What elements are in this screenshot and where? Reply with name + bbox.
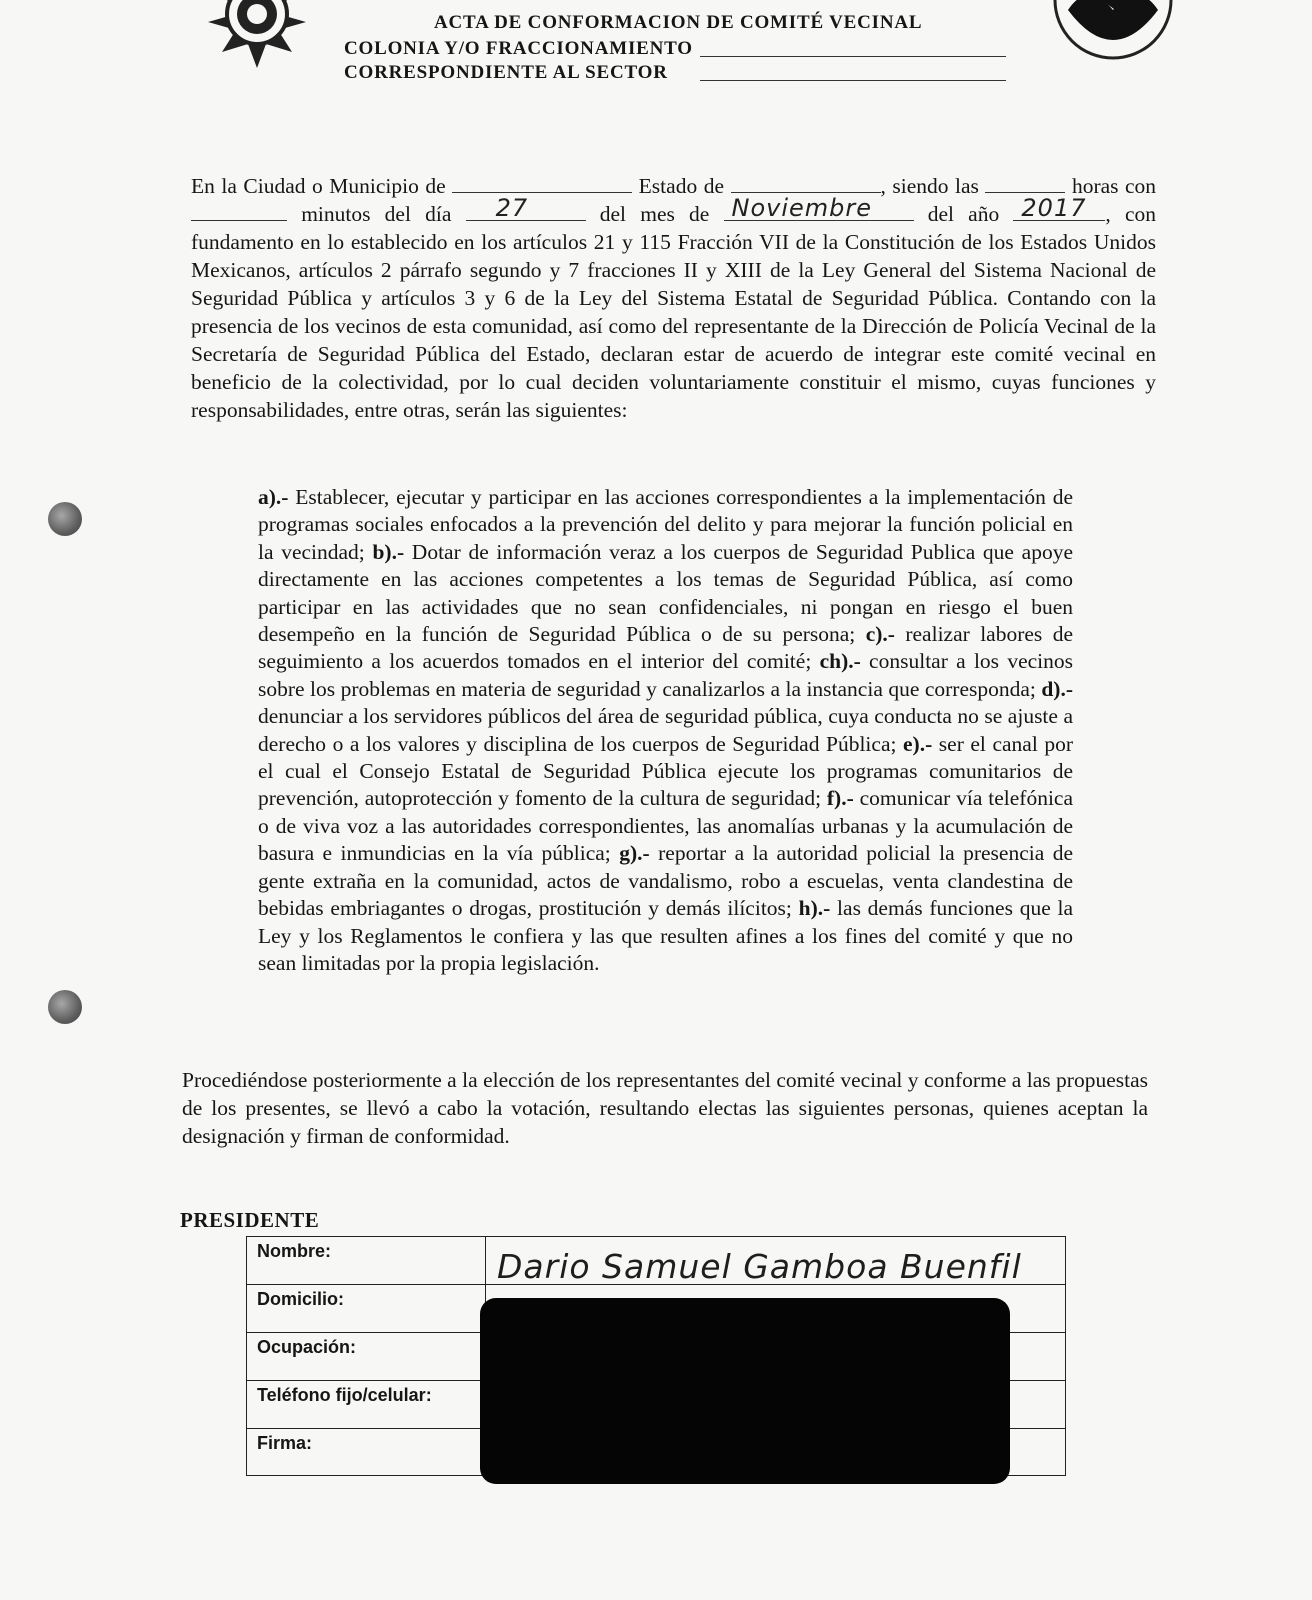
intro-text-8: , con fundamento en lo establecido en los artículos 21 y 115 Fracción VII de la Constitución de los Estados Unidos Mexicanos, artículos 2 párrafo segundo y 7 fracciones II y XIII de la Ley General del Sistema Nacional de Seguridad Pública y artículos 3 y 6 de la Ley del Sistema Estatal de Seguridad Pública. Contando con la presencia de los vecinos de esta comunidad, así como del representante de la Dirección de Policía Vecinal de la Secretaría de Seguridad Pública del Estado, declaran estar de acuerdo de integrar este comité vecinal en beneficio de la colectividad, por lo cual deciden voluntariamente constituir el mismo, cuyas funciones y responsabilidades, entre otras, serán las siguientes:	[191, 202, 1157, 422]
function-e-text: ser el canal por el cual el Consejo Estatal de Seguridad Pública ejecute los programas comunitarios de prevención, autoprotección y fomento de la cultura de seguridad;	[258, 731, 1073, 811]
intro-text-7: del año	[927, 202, 1000, 226]
function-g-text: reportar a la autoridad policial la presencia de gente extraña en la comunidad, actos de vandalismo, robo a escuelas, venta clandestina de bebidas embriagantes o drogas, prostitución y demás ilícitos;	[258, 841, 1073, 921]
nombre-handwritten: Dario Samuel Gamboa Buenfil	[497, 1247, 1022, 1286]
minutos-blank	[191, 202, 287, 221]
label-domicilio: Domicilio:	[257, 1289, 345, 1309]
dia-blank	[466, 194, 586, 222]
colonia-blank	[700, 56, 1006, 57]
punch-hole-top	[48, 502, 82, 536]
intro-text-6: del mes de	[599, 202, 710, 226]
sector-blank	[700, 80, 1006, 81]
police-seal-logo-left	[196, 0, 318, 74]
function-g-key: g).-	[619, 841, 650, 866]
function-a-text: Establecer, ejecutar y participar en las acciones correspondientes a la implementación de programas sociales enfocados a la prevención del delito y para mejorar la función policial en la vecindad;	[258, 485, 1073, 564]
function-h-text: las demás funciones que la Ley y los Reglamentos le confiera y las que resulten afines a los fines del comité y que no sean limitadas por la propia legislación.	[258, 896, 1073, 975]
function-ch-key: ch).-	[819, 649, 861, 674]
label-firma: Firma:	[257, 1433, 313, 1453]
function-b-text: Dotar de información veraz a los cuerpos de Seguridad Publica que apoye directamente en las acciones competentes a los temas de Seguridad Pública, así como participar en las actividades que no sean confidenciales, ni pongan en riesgo el buen desempeño en la función de Seguridad Pública o de su persona;	[258, 539, 1073, 647]
colonia-label: COLONIA Y/O FRACCIONAMIENTO	[344, 38, 693, 59]
function-d-text: denunciar a los servidores públicos del área de seguridad pública, cuya conducta no se ajuste a derecho o a los valores y disciplina de los cuerpos de Seguridad Pública;	[258, 704, 1073, 756]
estado-blank	[731, 174, 881, 193]
function-e-key: e).-	[903, 731, 933, 756]
label-telefono: Teléfono fijo/celular:	[257, 1385, 432, 1405]
hora-blank	[985, 174, 1065, 193]
presidente-heading: PRESIDENTE	[180, 1208, 320, 1232]
function-b-key: b).-	[372, 539, 405, 564]
row-nombre	[247, 1237, 1065, 1285]
punch-hole-bottom	[48, 990, 82, 1024]
label-ocupacion: Ocupación:	[257, 1337, 357, 1357]
intro-text-4: horas con	[1071, 174, 1157, 198]
state-seal-logo-right	[1048, 0, 1178, 65]
functions-list	[258, 484, 1073, 977]
function-c-text: realizar labores de seguimiento a los acuerdos tomados en el interior del comité;	[258, 622, 1073, 674]
intro-text-3: , siendo las	[880, 174, 979, 198]
dia-handwritten: 27	[495, 194, 529, 222]
function-d-key: d).-	[1041, 676, 1073, 701]
function-h-key: h).-	[798, 896, 831, 921]
label-nombre: Nombre:	[257, 1241, 332, 1261]
mes-handwritten: Noviembre	[731, 194, 873, 222]
function-f-text: comunicar vía telefónica o de viva voz a las autoridades correspondientes, las anomalías urbanas y la acumulación de basura e inmundicias en la vía pública;	[258, 786, 1073, 866]
redaction-block	[480, 1298, 1010, 1484]
anio-handwritten: 2017	[1021, 194, 1087, 222]
intro-text-5: minutos del día	[301, 202, 452, 226]
function-a-key: a).-	[258, 485, 289, 509]
document-title: ACTA DE CONFORMACION DE COMITÉ VECINAL	[434, 12, 923, 33]
closing-paragraph: Procediéndose posteriormente a la elección de los representantes del comité vecinal y conforme a las propuestas de los presentes, se llevó a cabo la votación, resultando electas las siguientes personas, quienes aceptan la designación y firman de conformidad.	[182, 1068, 1148, 1148]
function-c-key: c).-	[865, 622, 895, 647]
municipio-blank	[452, 174, 632, 193]
intro-paragraph	[191, 172, 1156, 424]
function-ch-text: consultar a los vecinos sobre los problemas en materia de seguridad y canalizarlos a la instancia que corresponda;	[258, 649, 1073, 701]
anio-blank	[1013, 194, 1105, 222]
sector-label: CORRESPONDIENTE AL SECTOR	[344, 62, 668, 83]
intro-text-1: En la Ciudad o Municipio de	[191, 174, 446, 198]
mes-blank	[724, 194, 914, 222]
function-f-key: f).-	[826, 786, 854, 811]
intro-text-2: Estado de	[638, 174, 724, 198]
